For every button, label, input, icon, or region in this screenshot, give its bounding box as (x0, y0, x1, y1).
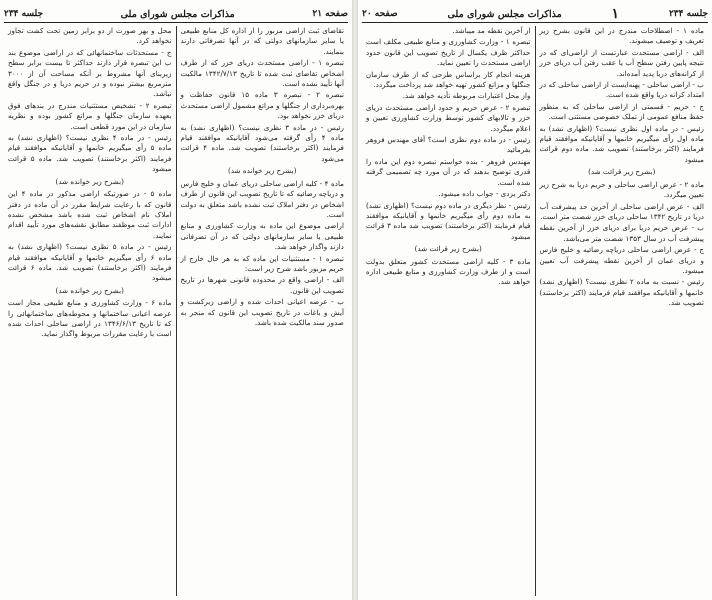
paragraph: رئیس - در ماده دوم نظری است؟ آقای مهندس فروهر بفرمائید (366, 135, 531, 155)
reading-note: (بشرح زیر خوانده شد) (55, 176, 124, 186)
paragraph: ماده ۱ - اصطلاحات مندرج در این قانون بشرح زیر تعریف و توصیف میشوند. (539, 26, 704, 46)
paragraph: ب - اراضی ساحلی - پهنه‌ایست از اراضی ساحلی که در امتداد کرانه دریا واقع شده است. (539, 80, 704, 100)
paragraph: مهندس فروهر - بنده خواستم تبصره دوم این ماده را قدری توضیح بدهند که در آن مورد چه تصمیمی گرفته شده است. (366, 156, 531, 187)
paragraph: تبصره ۲ - تبصره ۳ ماده ۱۵ قانون حفاظت و بهره‌برداری از جنگلها و مراتع مشمول اراضی مستحدث دریای خزر نخواهد بود. (180, 90, 344, 121)
left-page (0, 0, 352, 600)
paragraph: ماده ۶ - وزارت کشاورزی و منابع طبیعی مجاز است عرصه اعیانی ساختمانها و محوطه‌های ساختمانهائی را که تا تاریخ ۱۳۴۶/۶/۱۳ در اراضی ساحلی احداث شده است با رعایت مقررات مربوط واگذار نماید. (8, 298, 172, 339)
right-page-columns (362, 26, 708, 596)
paragraph: ماده ۲ - عرض اراضی ساحلی و حریم دریا به شرح زیر تعیین میگردد. (539, 179, 704, 200)
paragraph: هزینه انجام کار براساس طرحی که از طرف سازمان جنگلها و مراتع کشور تهیه خواهد شد پرداخت میگردد. (366, 69, 531, 90)
left-page-columns (4, 26, 348, 596)
paragraph: ماده ۵ - در صورتیکه اراضی مذکور در ماده ۴ این قانون که با رعایت شرایط مقرر در آن ماده در دفتر املاک نام اشخاص ثبت شده باشد مشخص نشده ادارات ثبت موظفند مطابق نقشه‌های مورد تأیید اقدام نمایند. (8, 189, 172, 240)
paragraph: رئیس - در ماده ۴ نظری نیست؟ (اظهاری نشد) به ماده ۵ رأی میگیریم خانمها و آقایانیکه موافقند قیام فرمایند (اکثر برخاستند) تصویب شد. ماده ۵ قرائت میشود (8, 133, 172, 174)
right-page-title: مذاکرات مجلس شورای ملی (447, 8, 562, 20)
right-page-right-column (536, 26, 709, 596)
paragraph: واز محل اعتبارات مربوطه تأدیه خواهد شد. (402, 91, 531, 101)
paragraph: تبصره ۲ - عرض حریم و حدود اراضی مستحدث دریای خزر و تالابهای کشور توسط وزارت کشاورزی تعیین و اعلام میگردد. (366, 102, 531, 133)
left-page-number: صفحه ۲۱ (312, 9, 348, 19)
paragraph: تبصره ۱ - وزارت کشاورزی و منابع طبیعی مکلف است حداکثر ظرف یکسال از تاریخ تصویب این قانون حدود اراضی مستحدث را تعیین نماید. (366, 37, 531, 68)
left-page-left-column (4, 26, 177, 596)
reading-note: (بشرح زیر قرائت شد) (588, 167, 656, 177)
right-page-session: جلسه ۲۳۴ (668, 9, 708, 19)
paragraph: ماده ۳ - کلیه اراضی مستحدث کشور متعلق بدولت است و از طرف وزارت کشاورزی و منابع طبیعی اداره خواهد شد. (366, 256, 531, 287)
left-page-right-column (177, 26, 349, 596)
paragraph: تقاضای ثبت اراضی مزبور را از اداره کل منابع طبیعی یا سایر سازمانهای دولتی که در آنها تصرفاتی دارند بنمایند. (180, 26, 344, 56)
paragraph: رئیس - در ماده اول نظری نیست؟ (اظهاری نشد) به ماده اول رأی میگیریم خانمها و آقایانیکه موافقند قیام فرمایند (اکثر برخاستند) تصویب شد. ماده دوم قرائت میشود (539, 123, 704, 164)
right-page (358, 0, 712, 600)
paragraph: ب - عرض حریم دریا برای دریای خزر از آخرین نقطه پیشرفت آب در سال ۱۳۵۳ شصت متر می‌باشد. (539, 223, 704, 243)
paragraph: الف - اراضی مستحدث عبارتست از اراضی‌ای که در نتیجه پایین رفتن سطح آب یا عقب رفتن آب دریای خزر از کرانه‌های دریا پدید آمده‌اند. (539, 47, 704, 78)
paragraph: الف - اراضی واقع در محدوده قانونی شهرها در تاریخ تصویب این قانون. (180, 275, 344, 295)
paragraph: ماده ۴ - کلیه اراضی ساحلی دریای عمان و خلیج فارس و دریاچه رضائیه که تا تاریخ تصویب این قانون از طرف اشخاص در دفتر املاک ثبت نشده باشد متعلق به دولت است. (180, 178, 344, 219)
left-page-header (4, 6, 348, 23)
paragraph: ج - عرض اراضی ساحلی دریاچه رضائیه و خلیج فارس و دریای عمان از آخرین نقطه پیشرفت آب تعیین میشود. (539, 245, 704, 275)
left-page-session: جلسه ۲۳۴ (4, 9, 44, 19)
right-page-left-column (362, 26, 536, 596)
reading-note: (بشرح زیر خوانده شد) (228, 166, 297, 176)
paragraph: اراضی موضوع این ماده به وزارت کشاورزی و منابع طبیعی یا سایر سازمانهای دولتی که در آن تصرفاتی دارند واگذار خواهد شد. (180, 221, 344, 252)
left-page-title: مذاکرات مجلس شورای ملی (120, 8, 235, 20)
reading-note: (بشرح زیر قرائت شد) (414, 244, 482, 254)
paragraph: رئیس - نسبت به ماده ۲ نظری نیست؟ (اظهاری نشد) خانمها و آقایانیکه موافقند قیام فرمایند (اکثر برخاستند) تصویب شد. (539, 277, 704, 308)
paragraph: رئیس - نظر دیگری در ماده دوم نیست؟ (اظهاری نشد) به ماده دوم رأی میگیریم خانمها و آقایانیکه موافقند قیام فرمایند (اکثر برخاستند) تصویب شد ماده ۳ قرائت میشود (366, 200, 531, 241)
reading-note: (بشرح زیر خوانده شد) (55, 285, 124, 295)
right-page-number: صفحه ۲۰ (362, 9, 398, 19)
right-page-header (362, 6, 708, 23)
right-page-edition: ۱ (611, 6, 620, 22)
paragraph: تبصره ۱ - مستثنیات این ماده که به هر حال خارج از حریم مزبور باشد شرح زیر است: (180, 253, 344, 273)
paragraph: رئیس - در ماده ۳ نظری نیست؟ (اظهاری نشد) به ماده ۴ رأی گرفته می‌شود آقایانیکه موافقند قیام فرمایند (اکثر برخاستند) تصویب شد. ماده ۴ قرائت می‌شود (180, 122, 344, 163)
paragraph: دکتر یزدی - جواب داده میشود. (438, 189, 531, 199)
paragraph: ج - حریم - قسمتی از اراضی ساحلی که به منظور حفظ منافع عمومی از تملک خصوصی مستثنی است. (539, 101, 704, 122)
paragraph: رئیس - در ماده ۵ نظری نیست؟ (اظهاری نشد) به ماده ۶ رأی میگیریم خانمها و آقایانیکه موافقند قیام فرمایند (اکثر برخاستند) تصویب شد. ماده ۶ قرائت میشود (8, 242, 172, 283)
paragraph: ج - مستحدثات ساختمانهائی که در اراضی موضوع بند ب این تبصره قرار دارند حداکثر تا بیست برابر سطح زیربنای آنها مشروط بر آنکه مساحت آن از ۳۰۰۰ مترمربع بیشتر نبوده و در حریم دریا و در جنگل واقع نباشد. (8, 47, 172, 99)
paragraph: از آخرین نقطه مد میباشد. (452, 26, 531, 35)
paragraph: محل و بهر صورت از دو برابر زمین تحت کشت تجاوز نخواهد کرد. (8, 26, 172, 46)
paragraph: تبصره ۲ - تشخیص مستثنیات مندرج در بندهای فوق بعهده سازمان جنگلها و مراتع کشور بوده و نظریه سازمان در این مورد قطعی است. (8, 100, 172, 131)
paragraph: تبصره ۱ - اراضی مستحدث دریای خزر که از طرف اشخاص تقاضای ثبت شده تا تاریخ ۱۳۴۲/۷/۱۳ مالکیت آنها تأیید نشده است. (180, 58, 344, 89)
paragraph: الف - عرض اراضی ساحلی از آخرین حد پیشرفت آب دریا در تاریخ ۱۳۴۲ ساحلی دریای خزر شصت متر است. (539, 201, 704, 221)
paragraph: ب - عرصه اعیانی احداث شده و اراضی زیرکشت و آیش و باغات در تاریخ تصویب این قانون که منجر به صدور سند مالکیت شده باشد. (180, 297, 344, 327)
